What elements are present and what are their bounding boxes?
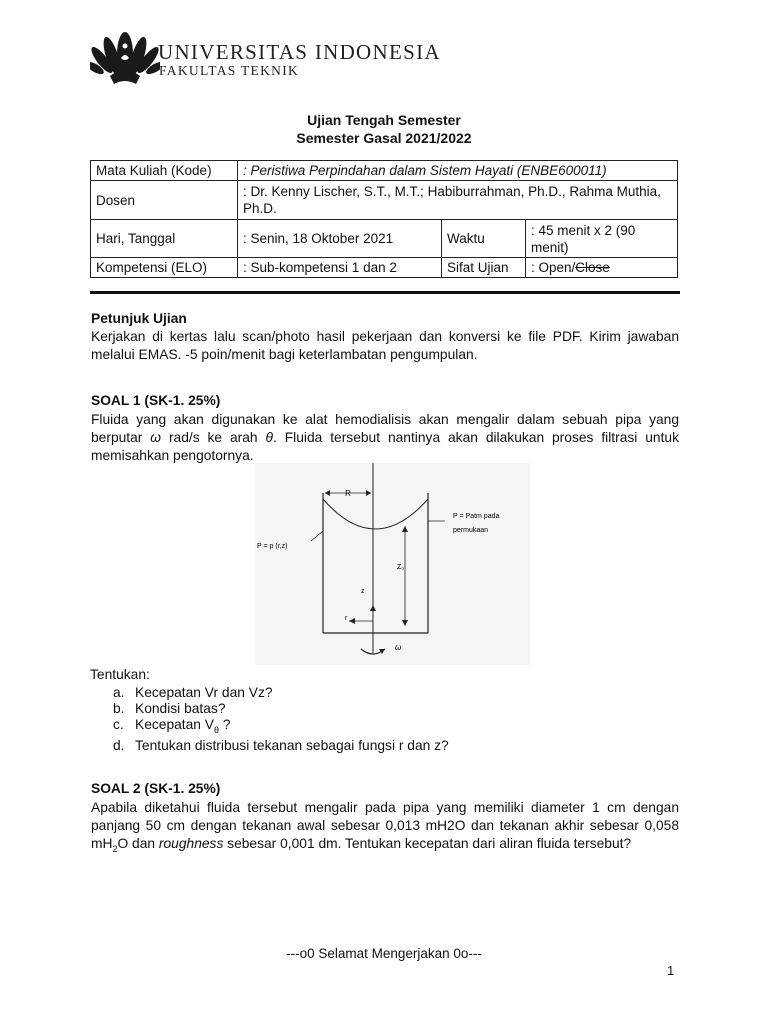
item-label: c.: [113, 717, 124, 732]
item-text: [135, 717, 231, 738]
exam-nature-close: Close: [575, 260, 610, 275]
competency-value: : Sub-kompetensi 1 dan 2: [238, 258, 442, 278]
item-label: a.: [113, 685, 125, 700]
question2-text: [91, 799, 679, 858]
faculty-name: FAKULTAS TEKNIK: [159, 63, 300, 78]
omega-symbol: ω: [150, 430, 162, 445]
exam-nature-open: : Open/: [531, 260, 576, 275]
subscript-2: 2: [112, 843, 118, 854]
q1-text-part: Fluida yang akan digunakan ke alat hemodialisis akan mengalir dalam sebuah pipa yang berputar: [91, 412, 679, 445]
table-row: [91, 220, 678, 258]
q2-text-part: Apabila diketahui fluida tersebut mengalir pada pipa yang memiliki diameter 1 cm dengan panjang 50 cm dengan tekanan awal sebesar 0,013 mH2O dan tekanan akhir sebesar 0,058 mH: [91, 800, 679, 851]
semester-title: Semester Gasal 2021/2022: [296, 130, 472, 146]
item-text: Tentukan distribusi tekanan sebagai fungsi r dan z?: [135, 737, 449, 753]
time-value: : 45 menit x 2 (90 menit): [526, 220, 678, 258]
exam-title: Ujian Tengah Semester: [307, 112, 461, 128]
item-text-part: ?: [219, 717, 231, 732]
q2-text-part: O dan: [117, 836, 159, 851]
table-row: [91, 161, 678, 181]
item-label: b.: [113, 701, 125, 716]
label-patm-line1: P = Patm pada: [453, 513, 500, 520]
list-item: [90, 738, 449, 754]
exam-nature-label: Sifat Ujian: [442, 258, 526, 278]
label-omega: ω: [395, 643, 402, 652]
university-logo: [90, 24, 160, 88]
label-R: R: [345, 489, 351, 498]
instructions-text: Kerjakan di kertas lalu scan/photo hasil pekerjaan dan konversi ke file PDF. Kirim jawaban melalui EMAS. -5 poin/menit bagi keterlambatan pengumpulan.: [91, 329, 679, 362]
item-text: Kecepatan Vr dan Vz?: [135, 685, 273, 700]
course-label: Mata Kuliah (Kode): [91, 161, 238, 181]
question1-text: [91, 411, 679, 465]
lecturer-value: : Dr. Kenny Lischer, S.T., M.T.; Habiburrahman, Ph.D., Rahma Muthia, Ph.D.: [238, 181, 678, 220]
rotating-pipe-diagram: [255, 463, 530, 665]
page-number: 1: [667, 963, 675, 978]
label-r: r: [345, 615, 348, 622]
theta-subscript: θ: [214, 724, 220, 735]
roughness-term: roughness: [158, 836, 224, 851]
time-label: Waktu: [442, 220, 526, 258]
q1-text-part: rad/s ke arah: [161, 430, 266, 445]
makara-logo-icon: [90, 24, 160, 88]
tentukan-label: Tentukan:: [90, 667, 150, 682]
lecturer-label: Dosen: [91, 181, 238, 220]
item-label: d.: [113, 737, 125, 753]
exam-nature-value: [526, 258, 678, 278]
university-name: UNIVERSITAS INDONESIA: [158, 40, 441, 64]
question1-subquestions: [90, 667, 449, 754]
item-text: Kondisi batas?: [135, 701, 226, 716]
list-item: [90, 685, 449, 701]
course-value: : Peristiwa Perpindahan dalam Sistem Hayati (ENBE600011): [238, 161, 678, 181]
separator-line: [90, 291, 680, 294]
label-z0: Z₀: [397, 564, 405, 571]
q1-text-part: . Fluida tersebut nantinya akan dilakukan proses filtrasi untuk memisahkan pengotornya.: [91, 430, 679, 463]
closing-message: ---o0 Selamat Mengerjakan 0o---: [286, 946, 482, 961]
label-patm-line2: permukaan: [453, 527, 489, 534]
label-z: z: [361, 588, 365, 595]
list-item: [90, 701, 449, 717]
instructions-heading: Petunjuk Ujian: [91, 311, 187, 326]
date-value: : Senin, 18 Oktober 2021: [238, 220, 442, 258]
competency-label: Kompetensi (ELO): [91, 258, 238, 278]
item-text-part: Kecepatan V: [135, 717, 215, 732]
label-p-rz: P = p (r,z): [257, 543, 288, 550]
question1-heading: SOAL 1 (SK-1. 25%): [91, 393, 221, 408]
table-row: [91, 258, 678, 278]
date-label: Hari, Tanggal: [91, 220, 238, 258]
theta-symbol: θ: [265, 430, 273, 445]
exam-info-table: [90, 160, 678, 278]
table-row: [91, 181, 678, 220]
list-item: [90, 717, 449, 738]
question2-heading: SOAL 2 (SK-1. 25%): [91, 781, 221, 796]
q2-text-part: sebesar 0,001 dm. Tentukan kecepatan dari aliran fluida tersebut?: [223, 836, 632, 851]
